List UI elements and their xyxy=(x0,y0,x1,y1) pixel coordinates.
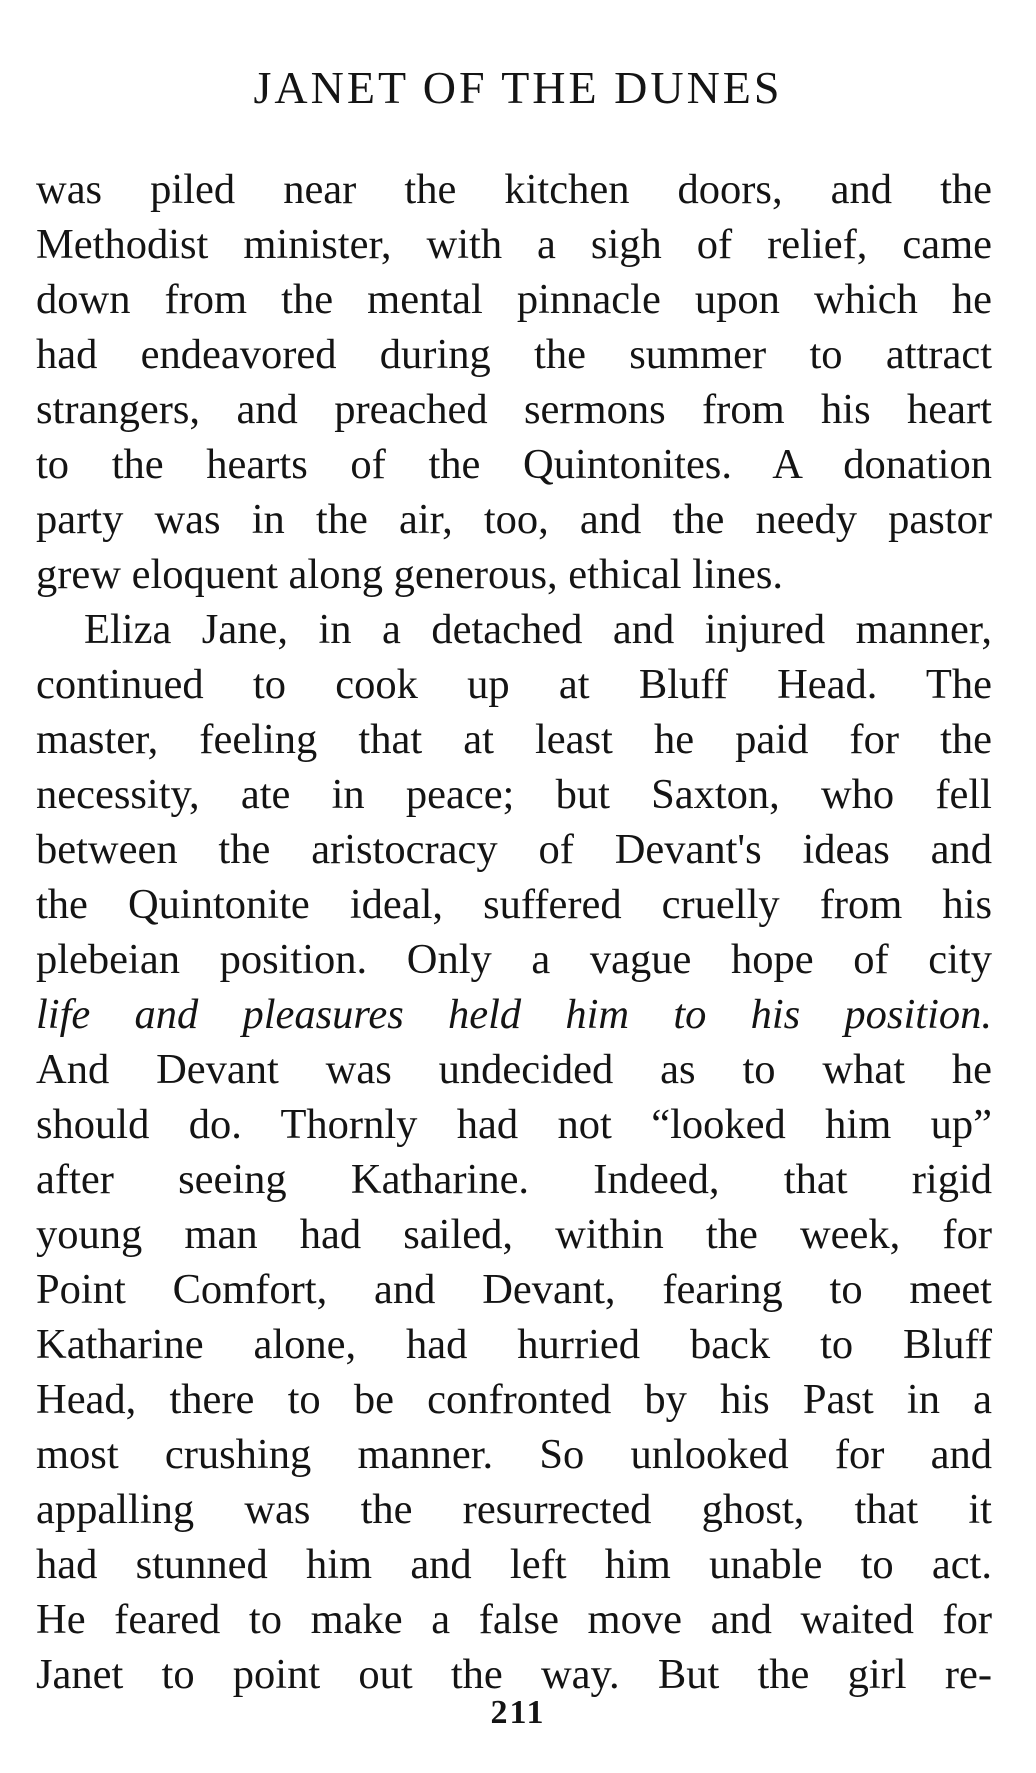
text-line: Head, there to be confronted by his Past in a xyxy=(36,1376,992,1423)
text-line: had endeavored during the summer to attract xyxy=(36,331,992,378)
text-line: grew eloquent along generous, ethical lines. xyxy=(36,551,784,598)
text-line: had stunned him and left him unable to act. xyxy=(36,1541,992,1588)
text-line: party was in the air, too, and the needy pastor xyxy=(36,496,992,543)
text-line: He feared to make a false move and waited for xyxy=(36,1596,992,1643)
page-number: 211 xyxy=(490,1694,546,1731)
text-line: was piled near the kitchen doors, and the xyxy=(36,166,992,213)
text-line: the Quintonite ideal, suffered cruelly from his xyxy=(36,881,992,928)
text-line: should do. Thornly had not “looked him up” xyxy=(36,1101,992,1148)
text-line: young man had sailed, within the week, for xyxy=(36,1211,992,1258)
text-line: down from the mental pinnacle upon which he xyxy=(36,276,992,323)
text-line: plebeian position. Only a vague hope of city xyxy=(36,936,992,983)
text-line: continued to cook up at Bluff Head. The xyxy=(36,661,992,708)
text-line: Methodist minister, with a sigh of relief, came xyxy=(36,221,992,268)
text-line: Eliza Jane, in a detached and injured manner, xyxy=(84,606,992,653)
text-line: Point Comfort, and Devant, fearing to meet xyxy=(36,1266,992,1313)
text-line: master, feeling that at least he paid for the xyxy=(36,716,992,763)
text-line: necessity, ate in peace; but Saxton, who fell xyxy=(36,771,992,818)
body-text xyxy=(36,162,992,1702)
text-line: Katharine alone, had hurried back to Bluff xyxy=(36,1321,992,1368)
text-line: life and pleasures held him to his position. xyxy=(36,991,992,1038)
text-line: between the aristocracy of Devant's ideas and xyxy=(36,826,992,873)
text-line: strangers, and preached sermons from his heart xyxy=(36,386,992,433)
running-head: JANET OF THE DUNES xyxy=(253,62,783,113)
text-line: to the hearts of the Quintonites. A donation xyxy=(36,441,992,488)
text-line: most crushing manner. So unlooked for and xyxy=(36,1431,992,1478)
text-line: after seeing Katharine. Indeed, that rigid xyxy=(36,1156,992,1203)
text-line: appalling was the resurrected ghost, that it xyxy=(36,1486,992,1533)
text-line: And Devant was undecided as to what he xyxy=(36,1046,992,1093)
text-line: Janet to point out the way. But the girl re- xyxy=(36,1651,992,1698)
